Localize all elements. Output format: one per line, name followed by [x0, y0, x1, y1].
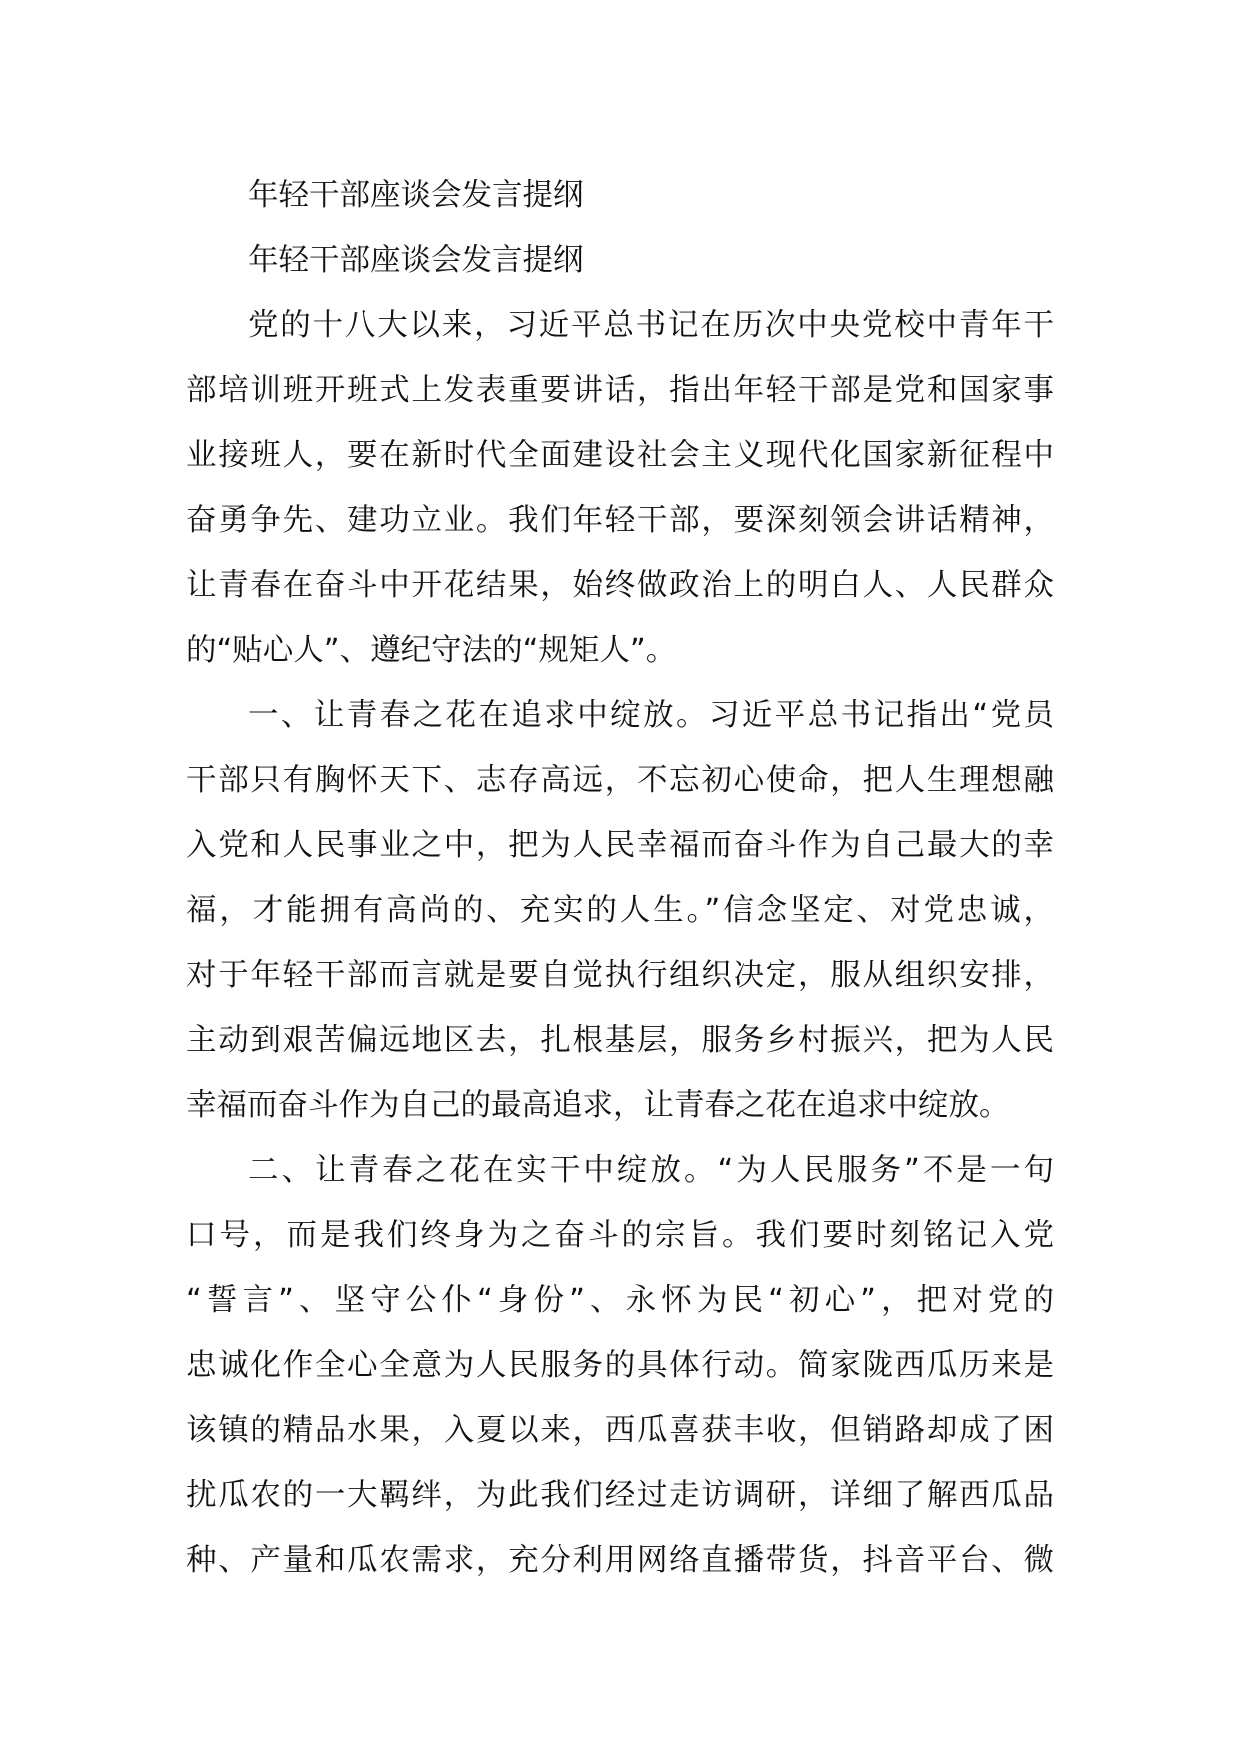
text-line: 让青春在奋斗中开花结果，始终做政治上的明白人、人民群众: [186, 568, 1054, 603]
paragraph-section-two: [186, 1138, 1054, 1593]
text-line: 部培训班开班式上发表重要讲话，指出年轻干部是党和国家事: [186, 373, 1054, 408]
paragraph-intro: [186, 293, 1054, 683]
text-line: 一、让青春之花在追求中绽放。习近平总书记指出“党员: [248, 698, 1054, 733]
text-line: 扰瓜农的一大羁绊，为此我们经过走访调研，详细了解西瓜品: [186, 1478, 1054, 1513]
document-title-repeat: 年轻干部座谈会发言提纲: [248, 243, 584, 278]
text-line: 的“贴心人”、遵纪守法的“规矩人”。: [186, 633, 677, 668]
paragraph-section-one: [186, 683, 1054, 1138]
text-line: 忠诚化作全心全意为人民服务的具体行动。简家陇西瓜历来是: [186, 1348, 1054, 1383]
document-title: 年轻干部座谈会发言提纲: [248, 178, 584, 213]
text-line: 奋勇争先、建功立业。我们年轻干部，要深刻领会讲话精神，: [186, 503, 1054, 538]
text-line: 幸福而奋斗作为自己的最高追求，让青春之花在追求中绽放。: [186, 1088, 1010, 1123]
text-line: 党的十八大以来，习近平总书记在历次中央党校中青年干: [248, 308, 1054, 343]
text-line: 种、产量和瓜农需求，充分利用网络直播带货，抖音平台、微: [186, 1543, 1054, 1578]
text-line: 入党和人民事业之中，把为人民幸福而奋斗作为自己最大的幸: [186, 828, 1054, 863]
text-line: 二、让青春之花在实干中绽放。“为人民服务”不是一句: [248, 1153, 1054, 1188]
text-line: 该镇的精品水果，入夏以来，西瓜喜获丰收，但销路却成了困: [186, 1413, 1054, 1448]
text-line: 口号，而是我们终身为之奋斗的宗旨。我们要时刻铭记入党: [186, 1218, 1054, 1253]
text-line: 主动到艰苦偏远地区去，扎根基层，服务乡村振兴，把为人民: [186, 1023, 1054, 1058]
text-line: 福，才能拥有高尚的、充实的人生。”信念坚定、对党忠诚，: [186, 893, 1054, 928]
text-line: 干部只有胸怀天下、志存高远，不忘初心使命，把人生理想融: [186, 763, 1054, 798]
text-line: “誓言”、坚守公仆“身份”、永怀为民“初心”，把对党的: [186, 1283, 1054, 1318]
text-line: 业接班人，要在新时代全面建设社会主义现代化国家新征程中: [186, 438, 1054, 473]
document-body: [186, 163, 1054, 1593]
text-line: 对于年轻干部而言就是要自觉执行组织决定，服从组织安排，: [186, 958, 1054, 993]
